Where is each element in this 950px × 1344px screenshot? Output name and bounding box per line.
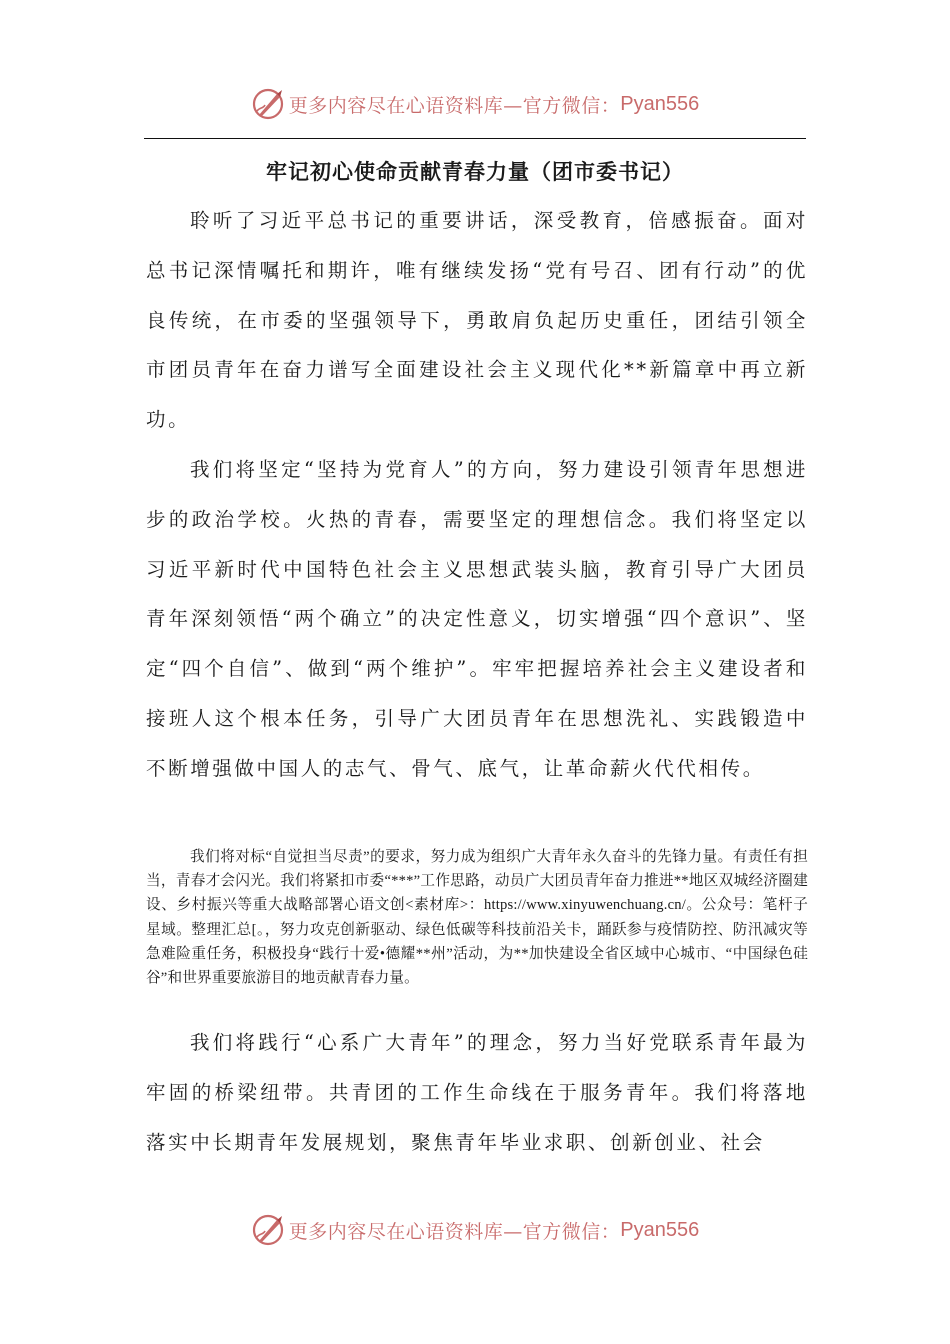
header-divider <box>144 138 806 139</box>
header-watermark-banner <box>0 82 950 126</box>
banner-wechat-id: Pyan556 <box>620 92 700 115</box>
footer-watermark-banner <box>0 1208 950 1252</box>
paragraph-2: 我们将坚定“坚持为党育人”的方向，努力建设引领青年思想进步的政治学校。火热的青春，需要坚定的理想信念。我们将坚定以习近平新时代中国特色社会主义思想武装头脑，教育引导广大团员青年深刻领悟“两个确立”的决定性意义，切实增强“四个意识”、坚定“四个自信”、做到“两个维护”。牢牢把握培养社会主义建设者和接班人这个根本任务，引导广大团员青年在思想洗礼、实践锻造中不断增强做中国人的志气、骨气、底气，让革命薪火代代相传。 <box>146 458 808 780</box>
document-title: 牢记初心使命贡献青春力量（团市委书记） <box>266 160 684 184</box>
paragraph-4: 我们将践行“心系广大青年”的理念，努力当好党联系青年最为牢固的桥梁纽带。共青团的工作生命线在于服务青年。我们将落地落实中长期青年发展规划，聚焦青年毕业求职、创新创业、社会 <box>146 1031 808 1154</box>
banner-text: 更多内容尽在心语资料库—官方微信： <box>288 1220 621 1243</box>
banner-wechat-id: Pyan556 <box>620 1218 700 1241</box>
banner-text: 更多内容尽在心语资料库—官方微信： <box>288 94 621 117</box>
quill-pen-logo-icon <box>251 87 285 121</box>
paragraph-1: 聆听了习近平总书记的重要讲话，深受教育，倍感振奋。面对总书记深情嘱托和期许，唯有继续发扬“党有号召、团有行动”的优良传统，在市委的坚强领导下，勇敢肩负起历史重任，团结引领全市团员青年在奋力谱写全面建设社会主义现代化**新篇章中再立新功。 <box>146 209 808 432</box>
paragraph-3: 我们将对标“自觉担当尽责”的要求，努力成为组织广大青年永久奋斗的先锋力量。有责任有担当，青春才会闪光。我们将紧扣市委“***”工作思路，动员广大团员青年奋力推进**地区双城经济圈建设、乡村振兴等重大战略部署心语文创<素材库>：https://www.xinyuwenchuang.cn/。公众号：笔杆子星域。整理汇总[。，努力攻克创新驱动、绿色低碳等科技前沿关卡，踊跃参与疫情防控、防汛减灾等急难险重任务，积极投身“践行十爱•德耀**州”活动，为**加快建设全省区域中心城市、“中国绿色硅谷”和世界重要旅游目的地贡献青春力量。 <box>146 849 808 987</box>
quill-pen-logo-icon <box>251 1213 285 1247</box>
